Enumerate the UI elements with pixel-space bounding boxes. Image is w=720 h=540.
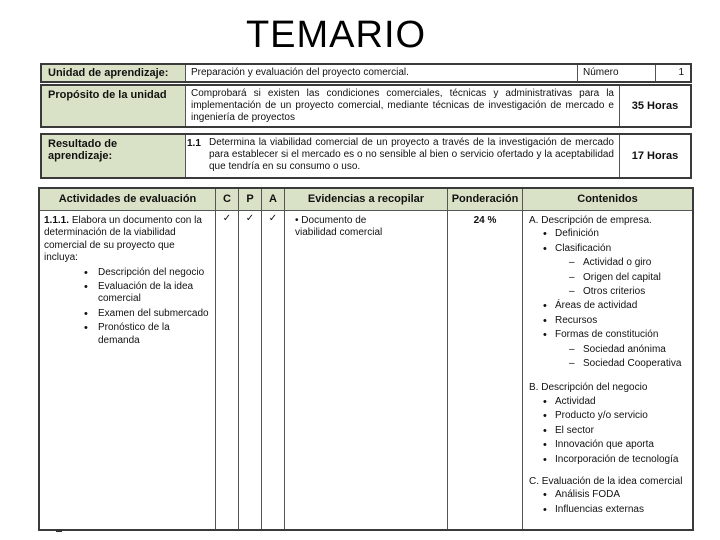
section-c-list	[527, 489, 688, 516]
numero-label: Número	[578, 65, 656, 81]
item-label: Clasificación	[555, 242, 612, 254]
section-a-list	[527, 228, 688, 370]
proposito-row	[40, 84, 692, 128]
column-c	[216, 189, 239, 529]
resultado-code: 1.1	[187, 138, 201, 149]
section-a	[527, 215, 688, 370]
unidad-row	[40, 63, 692, 83]
list-item: • Incorporación de tecnología	[541, 454, 688, 466]
sublist-item: – Otros criterios	[569, 286, 688, 298]
item-label: Definición	[555, 228, 599, 240]
item-label: Recursos	[555, 314, 598, 326]
sublist-item: – Sociedad anónima	[569, 344, 688, 356]
list-item: • Actividad	[541, 396, 688, 408]
resultado-hours: 17 Horas	[631, 150, 679, 162]
unidad-value: Preparación y evaluación del proyecto comercial.	[186, 65, 578, 81]
section-c	[527, 476, 688, 516]
list-item	[541, 329, 688, 370]
header-evidencias: Evidencias a recopilar	[285, 189, 447, 211]
column-evidencias	[285, 189, 448, 529]
item-label: Formas de constitución	[555, 329, 659, 341]
sublist	[555, 344, 688, 371]
list-item	[541, 300, 688, 312]
list-item: • Análisis FODA	[541, 489, 688, 501]
contenidos-cell	[523, 211, 692, 526]
numero-value: 1	[678, 67, 684, 78]
check-p-icon: ✓	[245, 213, 255, 224]
column-actividades	[40, 189, 216, 529]
resultado-label: Resultado de aprendizaje:	[42, 135, 186, 177]
list-item: • Descripción del negocio	[84, 267, 211, 279]
header-contenidos: Contenidos	[523, 189, 692, 211]
header-c: C	[216, 189, 238, 211]
check-a-icon: ✓	[268, 213, 278, 224]
list-item: • El sector	[541, 425, 688, 437]
column-contenidos	[523, 189, 692, 529]
column-a	[262, 189, 285, 529]
proposito-hours: 35 Horas	[631, 100, 679, 112]
section-b-title: B. Descripción del negocio	[529, 382, 648, 394]
footnote-mark	[56, 530, 62, 532]
actividad-list	[44, 267, 211, 347]
unidad-label: Unidad de aprendizaje:	[42, 65, 186, 81]
sublist	[555, 257, 688, 298]
list-item	[541, 315, 688, 327]
list-item: • Pronóstico de la demanda	[84, 322, 211, 347]
list-item	[541, 243, 688, 299]
list-item: • Examen del submercado	[84, 308, 211, 320]
header-a: A	[262, 189, 284, 211]
list-item: • Influencias externas	[541, 504, 688, 516]
header-ponderacion: Ponderación	[448, 189, 522, 211]
list-item: • Innovación que aporta	[541, 439, 688, 451]
header-p: P	[239, 189, 261, 211]
proposito-label: Propósito de la unidad	[42, 86, 186, 126]
list-item: • Evaluación de la idea comercial	[84, 281, 211, 306]
section-a-title: A. Descripción de empresa.	[529, 215, 652, 226]
ponderacion-cell: 24 %	[473, 215, 497, 226]
evidencia-cell: • Documento de viabilidad comercial	[295, 215, 383, 239]
page-title: TEMARIO	[245, 14, 427, 56]
resultado-value: Determina la viabilidad comercial de un proyecto a través de la investigación de mercado para establecer si el mercado es o no sensible al bien o servicio ofertado y la aceptabilidad que tendría en su consumo o uso.	[204, 135, 620, 177]
actividad-code: 1.1.1.	[44, 215, 70, 226]
section-c-title: C. Evaluación de la idea comercial	[529, 475, 683, 487]
list-item: • Producto y/o servicio	[541, 410, 688, 422]
actividad-cell	[40, 211, 215, 353]
proposito-value: Comprobará si existen las condiciones comerciales, técnicas y administrativas para la implementación de un proyecto comercial, mediante técnicas de investigación de mercado e ingeniería de proyectos	[186, 86, 620, 126]
section-b	[527, 382, 688, 465]
list-item	[541, 228, 688, 240]
item-label: Áreas de actividad	[555, 300, 638, 312]
section-b-list	[527, 396, 688, 466]
check-c-icon: ✓	[222, 213, 232, 224]
sublist-item: – Sociedad Cooperativa	[569, 358, 688, 370]
header-actividades: Actividades de evaluación	[40, 189, 215, 211]
actividad-text: Elabora un documento con la determinación de la viabilidad comercial de su proyecto que incluya:	[44, 215, 202, 264]
column-p	[239, 189, 262, 529]
sublist-item: – Origen del capital	[569, 272, 688, 284]
column-ponderacion	[448, 189, 523, 529]
evaluation-table	[38, 187, 694, 531]
resultado-row	[40, 133, 692, 179]
sublist-item: – Actividad o giro	[569, 257, 688, 269]
